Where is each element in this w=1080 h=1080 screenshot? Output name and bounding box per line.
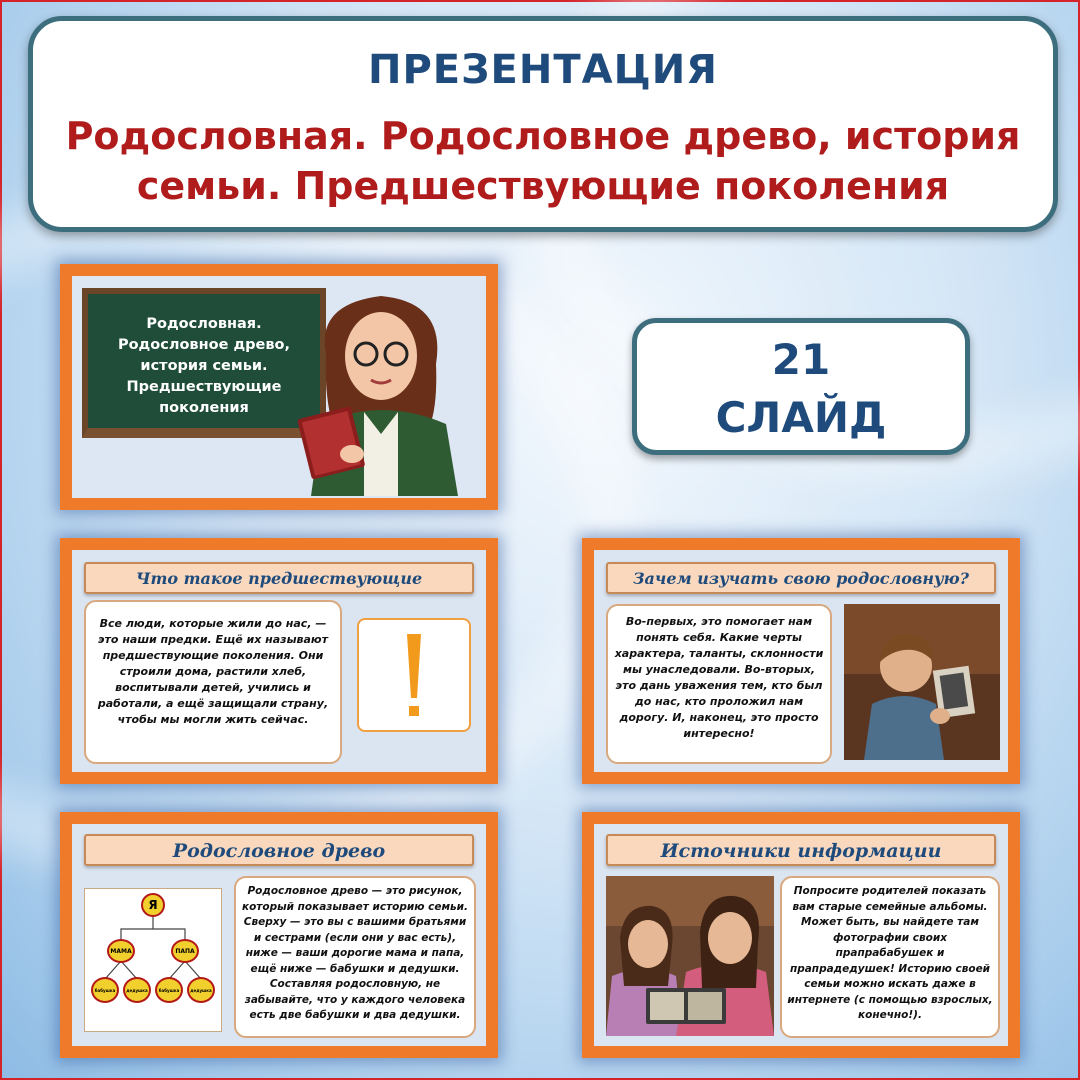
- tree-node-dad: ПАПА: [171, 939, 199, 963]
- slide-thumbnail-4[interactable]: [60, 812, 498, 1058]
- presentation-label: ПРЕЗЕНТАЦИЯ: [368, 47, 718, 93]
- boy-with-photo-image: [844, 604, 1000, 760]
- tree-node-mom: МАМА: [107, 939, 135, 963]
- chalkboard: Родословная. Родословное древо, история семьи. Предшествующие поколения: [82, 288, 326, 438]
- presentation-title: [33, 111, 1053, 211]
- tree-node-grandpa-1: дедушка: [123, 977, 151, 1003]
- slide-title: Родословное древо: [84, 834, 474, 866]
- slide-text: Во-первых, это помогает нам понять себя. Какие черты характера, таланты, склонности мы унаследовали. Во-вторых, это дань уважения тем, кто был до нас, кто проложил нам дорогу. И, наконец, это просто интересно!: [606, 604, 832, 764]
- exclamation-icon: [357, 618, 471, 732]
- tree-node-grandma-1: бабушка: [91, 977, 119, 1003]
- slide-count-badge: [632, 318, 970, 455]
- slide-text: Попросите родителей показать вам старые семейные альбомы. Может быть, вы найдете там фотографии своих прапрабабушек и прапрадедушек! Историю своей семьи можно искать даже в интернете (с помощью взрослых, конечно!).: [780, 876, 1000, 1038]
- title-panel: [28, 16, 1058, 232]
- title-line-1: Родословная. Родословное древо, история: [65, 114, 1021, 158]
- slide-thumbnail-5[interactable]: [582, 812, 1020, 1058]
- slide-thumbnail-2[interactable]: [60, 538, 498, 784]
- slide-count-number: 21: [771, 335, 831, 384]
- slide-thumbnail-1[interactable]: [60, 264, 498, 510]
- slide-count-word: СЛАЙД: [715, 393, 887, 442]
- title-line-2: семьи. Предшествующие поколения: [136, 164, 950, 208]
- slide-title: Зачем изучать свою родословную?: [606, 562, 996, 594]
- family-tree-diagram: [84, 888, 222, 1032]
- mother-daughter-album-image: [606, 876, 774, 1036]
- teacher-illustration: [286, 284, 476, 496]
- tree-node-grandma-2: бабушка: [155, 977, 183, 1003]
- slide-text: Все люди, которые жили до нас, — это наши предки. Ещё их называют предшествующие поколения. Они строили дома, растили хлеб, воспитывали детей, учились и работали, а ещё защищали страну, чтобы мы могли жить сейчас.: [84, 600, 342, 764]
- slide-thumbnail-3[interactable]: [582, 538, 1020, 784]
- slide-title: Источники информации: [606, 834, 996, 866]
- slide-title: Что такое предшествующие: [84, 562, 474, 594]
- slide-text: Родословное древо — это рисунок, который показывает историю семьи. Сверху — это вы с вашими братьями и сестрами (если они у вас есть), ниже — ваши дорогие мама и папа, ещё ниже — бабушки и дедушки. Составляя родословную, не забывайте, что у каждого человека есть две бабушки и два дедушки.: [234, 876, 476, 1038]
- tree-node-me: Я: [141, 893, 165, 917]
- tree-node-grandpa-2: дедушка: [187, 977, 215, 1003]
